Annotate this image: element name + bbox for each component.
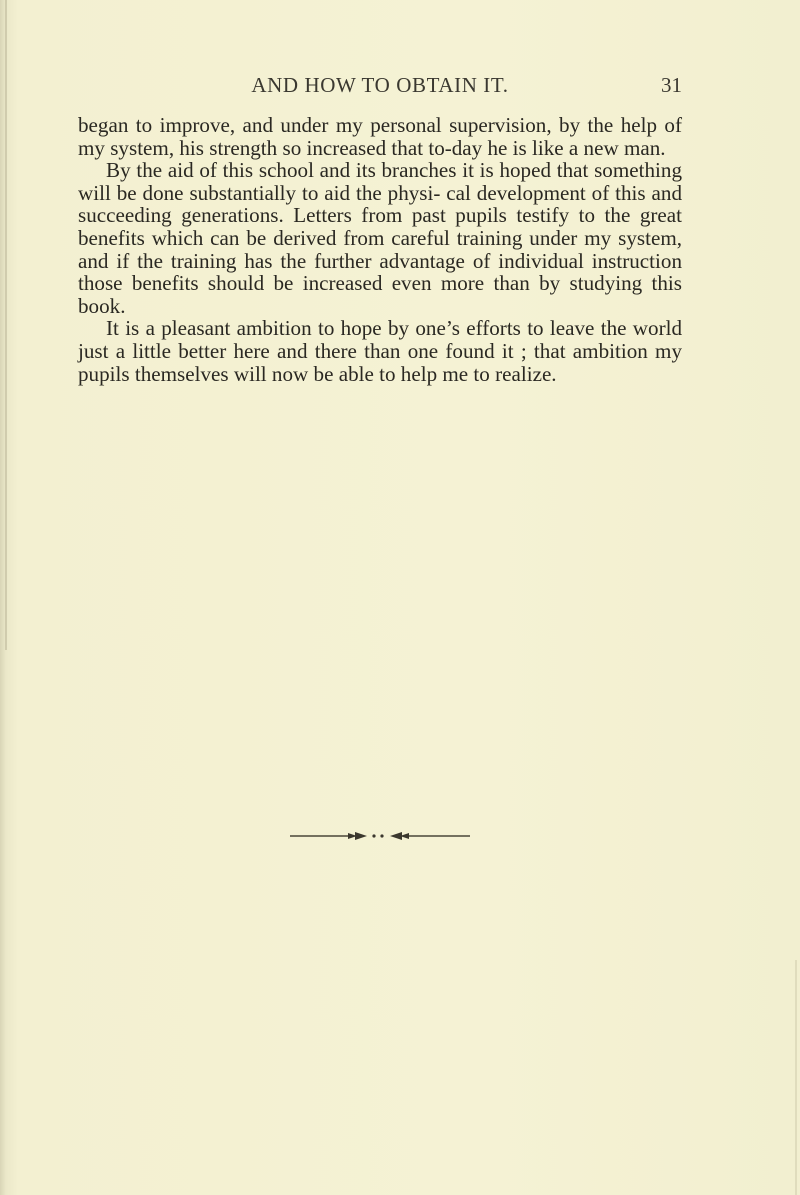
running-head-title: AND HOW TO OBTAIN IT. — [251, 73, 509, 97]
body-text — [78, 114, 682, 385]
paragraph-1: began to improve, and under my personal supervision, by the help of my system, his strength so increased that to-day he is like a new man. — [78, 113, 682, 160]
page-gutter-shadow — [5, 0, 7, 650]
page-edge-shadow — [795, 960, 797, 1195]
tailpiece-ornament-icon — [290, 828, 470, 844]
running-head — [78, 73, 682, 103]
paragraph-2: By the aid of this school and its branches it is hoped that something will be done substantially to aid the physi- cal development of this and succeeding generations. Letters from past pupils testify to the great benefits which can be derived from careful training under my system, and if the training has the further advantage of individual instruction those benefits should be increased even more than by studying this book. — [78, 158, 682, 318]
page-number: 31 — [661, 73, 682, 97]
paragraph-3: It is a pleasant ambition to hope by one’s efforts to leave the world just a little better here and there than one found it ; that ambition my pupils themselves will now be able to help me to realize. — [78, 316, 682, 386]
